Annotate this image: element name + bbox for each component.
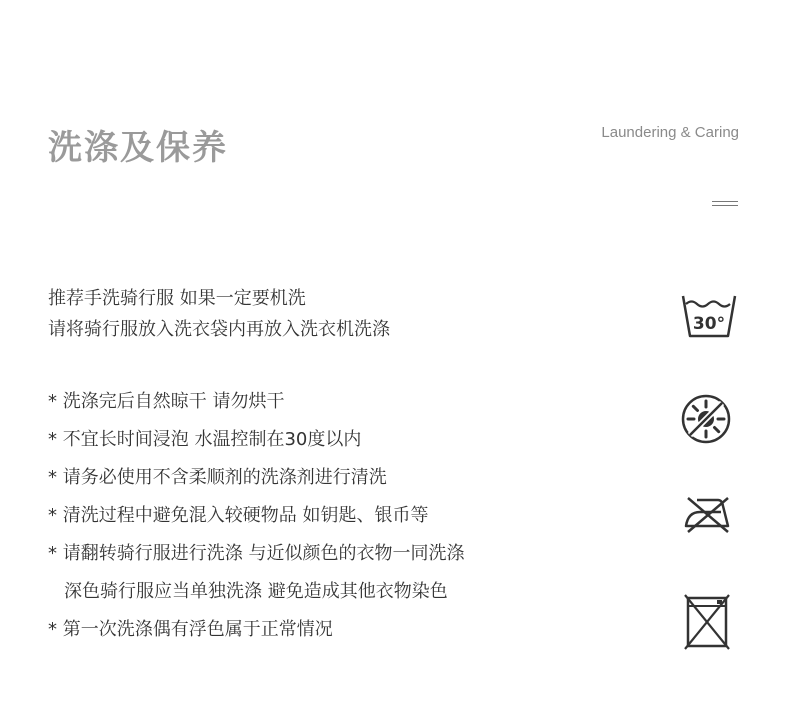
note-item: * 清洗过程中避免混入较硬物品 如钥匙、银币等 [48,505,429,526]
wash-temp-label: 30° [692,314,726,334]
intro-line: 请将骑行服放入洗衣袋内再放入洗衣机洗涤 [48,319,390,340]
no-ironing-icon [682,494,734,534]
note-item: 深色骑行服应当单独洗涤 避免造成其他衣物染色 [64,581,448,602]
page-subtitle: Laundering & Caring [601,124,739,141]
intro-line: 推荐手洗骑行服 如果一定要机洗 [48,288,306,309]
wash-30-icon [680,292,738,340]
no-tumble-dry-icon [684,594,730,650]
note-item: * 洗涤完后自然晾干 请勿烘干 [48,391,285,412]
decorative-lines [712,201,738,209]
page-title: 洗涤及保养 [48,128,228,168]
note-item: * 请务必使用不含柔顺剂的洗涤剂进行清洗 [48,467,387,488]
note-item: * 请翻转骑行服进行洗涤 与近似颜色的衣物一同洗涤 [48,543,465,564]
note-item: * 第一次洗涤偶有浮色属于正常情况 [48,619,333,640]
intro-text [48,283,390,345]
no-sun-drying-icon [680,393,732,445]
note-item: * 不宜长时间浸泡 水温控制在30度以内 [48,429,362,450]
care-notes-list [48,383,464,649]
